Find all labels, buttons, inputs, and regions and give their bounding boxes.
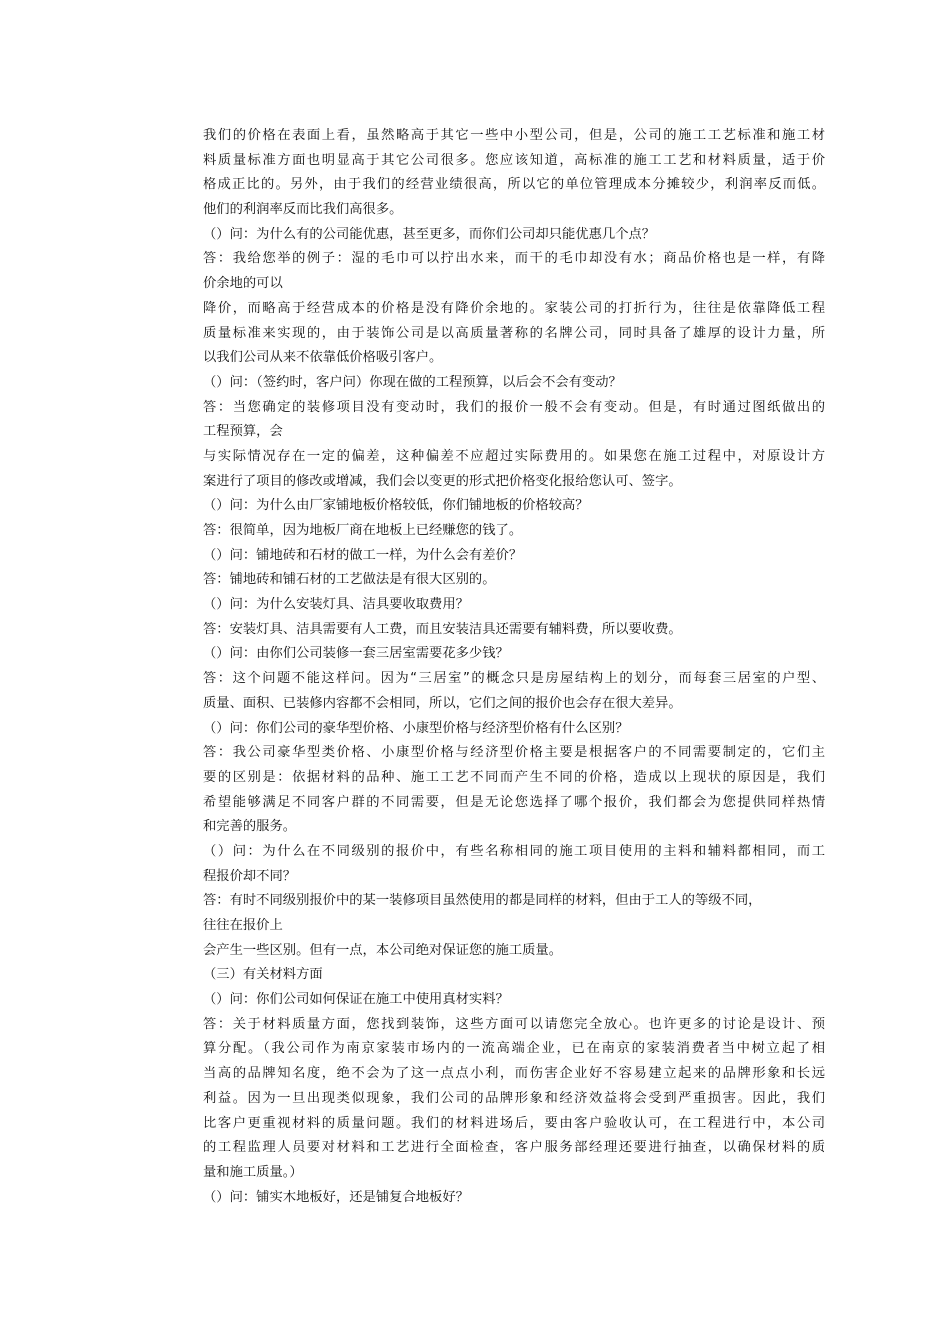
text-line: 程报价却不同？ [203, 868, 297, 884]
text-line: （）问：为什么有的公司能优惠，甚至更多，而你们公司却只能优惠几个点？ [203, 226, 656, 242]
text-line: 他们的利润率反而比我们高很多。 [203, 202, 403, 218]
text-line: 希望能够满足不同客户群的不同需要，但是无论您选择了哪个报价，我们都会为您提供同样热情 [203, 794, 825, 810]
text-line: 答：关于材料质量方面，您找到装饰，这些方面可以请您完全放心。也许更多的讨论是设计、预 [203, 1016, 825, 1032]
text-line: （）问：铺地砖和石材的做工一样，为什么会有差价？ [203, 547, 523, 563]
text-line: 质量、面积、已装修内容都不会相同，所以，它们之间的报价也会存在很大差异。 [203, 695, 682, 711]
text-line: 答：铺地砖和铺石材的工艺做法是有很大区别的。 [203, 572, 496, 588]
text-line: 答：有时不同级别报价中的某一装修项目虽然使用的都是同样的材料，但由于工人的等级不同， [203, 893, 762, 909]
text-line: （三）有关材料方面 [203, 967, 323, 983]
text-line: 会产生一些区别。但有一点，本公司绝对保证您的施工质量。 [203, 942, 563, 958]
text-line: 的工程监理人员要对材料和工艺进行全面检查，客户服务部经理还要进行抽查，以确保材料的质 [203, 1140, 825, 1156]
text-line: 比客户更重视材料的质量问题。我们的材料进场后，要由客户验收认可，在工程进行中，本公司 [203, 1115, 825, 1131]
text-line: 答：当您确定的装修项目没有变动时，我们的报价一般不会有变动。但是，有时通过图纸做出的 [203, 399, 825, 415]
text-line: 算分配。（我公司作为南京家装市场内的一流高端企业，已在南京的家装消费者当中树立起了相 [203, 1041, 825, 1057]
text-line: （）问：为什么由厂家铺地板价格较低，你们铺地板的价格较高？ [203, 498, 589, 514]
text-line: 量和施工质量。） [203, 1164, 303, 1180]
text-line: 降价，而略高于经营成本的价格是没有降价余地的。家装公司的打折行为，往往是依靠降低工程 [203, 300, 825, 316]
text-line: （）问：铺实木地板好，还是铺复合地板好？ [203, 1189, 469, 1205]
text-line: 答：很简单，因为地板厂商在地板上已经赚您的钱了。 [203, 523, 523, 538]
text-line: （）问：你们公司如何保证在施工中使用真材实料？ [203, 992, 509, 1008]
text-line: 和完善的服务。 [203, 819, 297, 835]
text-line: 以我们公司从来不依靠低价格吸引客户。 [203, 350, 443, 366]
text-line: 答：我给您举的例子：湿的毛巾可以拧出水来，而干的毛巾却没有水；商品价格也是一样，有降 [203, 251, 825, 267]
text-line: 利益。因为一旦出现类似现象，我们公司的品牌形象和经济效益将会受到严重损害。因此，我们 [203, 1090, 825, 1106]
text-line: （）问：为什么在不同级别的报价中，有些名称相同的施工项目使用的主料和辅料都相同，而工 [203, 843, 825, 859]
text-line: （）问：你们公司的豪华型价格、小康型价格与经济型价格有什么区别？ [203, 720, 629, 736]
text-line: （）问：为什么安装灯具、洁具要收取费用？ [203, 597, 469, 613]
text-line: 工程预算，会 [203, 424, 283, 440]
text-line: （）问：（签约时，客户问）你现在做的工程预算，以后会不会有变动？ [203, 374, 622, 390]
text-line: 要的区别是：依据材料的品种、施工工艺不同而产生不同的价格，造成以上现状的原因是，我们 [203, 769, 825, 785]
text-line: 案进行了项目的修改或增减，我们会以变更的形式把价格变化报给您认可、签字。 [203, 473, 682, 489]
text-line: 往往在报价上 [203, 918, 283, 933]
text-line: 答：这个问题不能这样问。因为“三居室”的概念只是房屋结构上的划分，而每套三居室的户型、 [203, 671, 825, 687]
text-line: 质量标准来实现的，由于装饰公司是以高质量著称的名牌公司，同时具备了雄厚的设计力量，所 [203, 325, 825, 341]
text-line: 价余地的可以 [203, 276, 283, 292]
text-line: 料质量标准方面也明显高于其它公司很多。您应该知道，高标准的施工工艺和材料质量，适于价 [203, 152, 825, 168]
text-line: 当高的品牌知名度，绝不会为了这一点点小利，而伤害企业好不容易建立起来的品牌形象和长远 [203, 1066, 825, 1082]
text-line: 答：我公司豪华型类价格、小康型价格与经济型价格主要是根据客户的不同需要制定的，它们主 [203, 745, 825, 761]
text-line: 与实际情况存在一定的偏差，这种偏差不应超过实际费用的。如果您在施工过程中，对原设计方 [203, 448, 825, 464]
text-line: 答：安装灯具、洁具需要有人工费，而且安装洁具还需要有辅料费，所以要收费。 [203, 621, 682, 637]
text-line: （）问：由你们公司装修一套三居室需要花多少钱？ [203, 646, 509, 662]
document-body [203, 124, 825, 1210]
text-line: 我们的价格在表面上看，虽然略高于其它一些中小型公司，但是，公司的施工工艺标准和施工材 [203, 128, 825, 143]
text-line: 格成正比的。另外，由于我们的经营业绩很高，所以它的单位管理成本分摊较少，利润率反而低。 [203, 177, 825, 193]
